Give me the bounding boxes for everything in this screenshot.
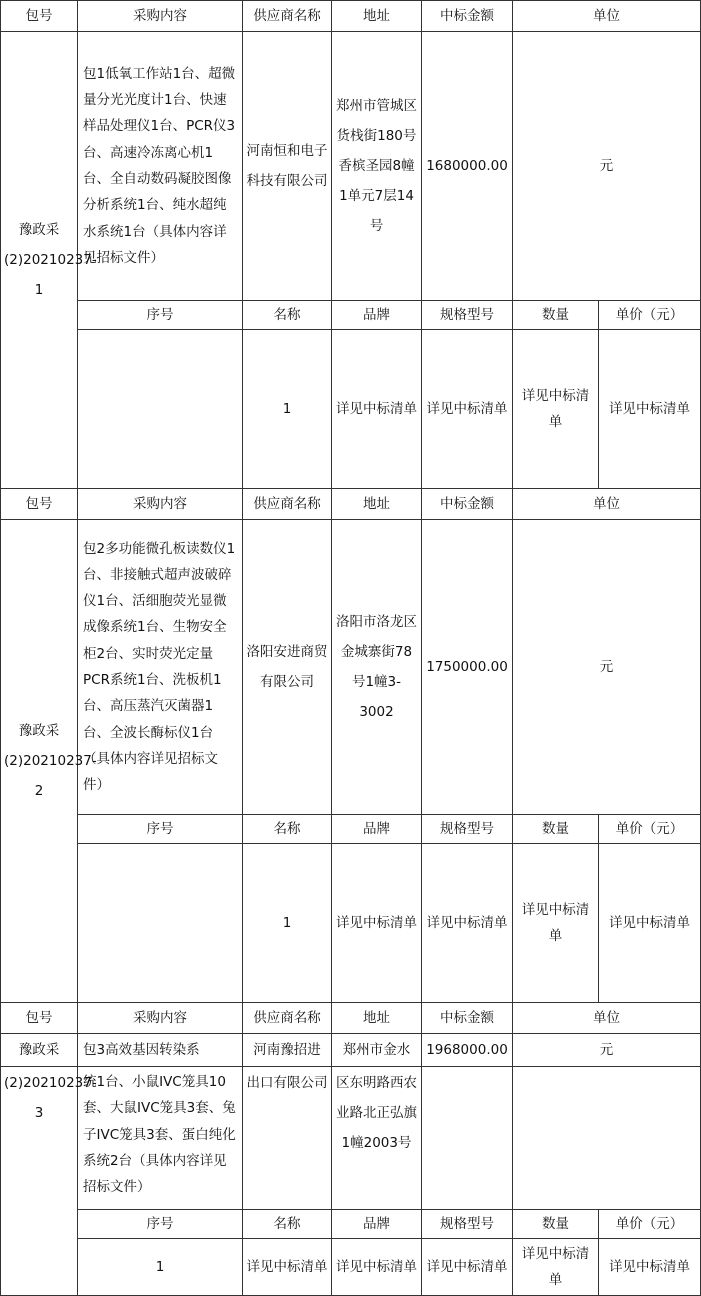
package-row: [1, 520, 701, 815]
package-unit: 元: [513, 1034, 701, 1067]
sub-header-row: [1, 301, 701, 330]
sub-header-name: 名称: [243, 815, 332, 844]
package-content: 包1低氧工作站1台、超微量分光光度计1台、快速样品处理仪1台、PCR仪3台、高速冷冻离心机1台、全自动数码凝胶图像分析系统1台、纯水超纯水系统1台（具体内容详见招标文件）: [78, 32, 243, 301]
item-row: [1, 844, 701, 1003]
header-address: 地址: [332, 1003, 422, 1034]
item-spec: 详见中标清单: [513, 844, 599, 1003]
header-amount: 中标金额: [422, 1003, 513, 1034]
item-qty: 详见中标清单: [599, 330, 701, 489]
item-brand: 详见中标清单: [332, 1239, 422, 1296]
sub-header-price: 单价（元）: [599, 301, 701, 330]
item-seq: 1: [78, 1239, 243, 1296]
header-amount: 中标金额: [422, 1, 513, 32]
sub-header-seq: 序号: [78, 815, 243, 844]
item-name: 详见中标清单: [243, 1239, 332, 1296]
package-amount: 1968000.00: [422, 1034, 513, 1067]
header-supplier: 供应商名称: [243, 1003, 332, 1034]
item-name: 详见中标清单: [332, 844, 422, 1003]
package-number: 豫政采(2)20210237-2: [1, 520, 78, 1003]
sub-header-qty: 数量: [513, 815, 599, 844]
item-qty: 详见中标清单: [513, 1239, 599, 1296]
package-address: 洛阳市洛龙区金城寨街78号1幢3-3002: [332, 520, 422, 815]
item-seq: 1: [243, 330, 332, 489]
package-address-line1: 郑州市金水: [332, 1034, 422, 1067]
sub-header-name: 名称: [243, 301, 332, 330]
item-spec: 详见中标清单: [513, 330, 599, 489]
item-spec: 详见中标清单: [422, 1239, 513, 1296]
package-supplier: 河南恒和电子科技有限公司: [243, 32, 332, 301]
package-unit: 元: [513, 520, 701, 815]
header-address: 地址: [332, 489, 422, 520]
item-row: [1, 1239, 701, 1296]
sub-header-row: [1, 1210, 701, 1239]
header-content: 采购内容: [78, 1003, 243, 1034]
package-number-line1: 豫政采: [1, 1034, 78, 1067]
header-pkg: 包号: [1, 1003, 78, 1034]
sub-header-qty: 数量: [513, 301, 599, 330]
package-number-line2: (2)20210237-3: [1, 1067, 78, 1296]
item-brand: 详见中标清单: [422, 330, 513, 489]
sub-header-price: 单价（元）: [599, 1210, 701, 1239]
package-content-rest: 统1台、小鼠IVC笼具10套、大鼠IVC笼具3套、兔子IVC笼具3套、蛋白纯化系统2台（具体内容详见招标文件）: [78, 1067, 243, 1210]
item-row: [1, 330, 701, 489]
header-row: [1, 1003, 701, 1034]
sub-header-seq: 序号: [78, 1210, 243, 1239]
header-supplier: 供应商名称: [243, 1, 332, 32]
item-price: 详见中标清单: [599, 1239, 701, 1296]
package-supplier-line1: 河南豫招进: [243, 1034, 332, 1067]
package-unit: 元: [513, 32, 701, 301]
item-brand: 详见中标清单: [422, 844, 513, 1003]
package-number: 豫政采(2)20210237-1: [1, 32, 78, 489]
item-qty: 详见中标清单: [599, 844, 701, 1003]
sub-header-qty: 数量: [513, 1210, 599, 1239]
package-row: [1, 32, 701, 301]
package-content: 包2多功能微孔板读数仪1台、非接触式超声波破碎仪1台、活细胞荧光显微成像系统1台、生物安全柜2台、实时荧光定量PCR系统1台、洗板机1台、高压蒸汽灭菌器1台、全波长酶标仪1台（具体内容详见招标文件）: [78, 520, 243, 815]
sub-header-spec: 规格型号: [422, 815, 513, 844]
header-unit: 单位: [513, 489, 701, 520]
package-row-continued: [1, 1067, 701, 1210]
item-name: 详见中标清单: [332, 330, 422, 489]
package-unit-empty: [513, 1067, 701, 1210]
sub-header-row: [1, 815, 701, 844]
sub-header-brand: 品牌: [332, 815, 422, 844]
package-address: 郑州市管城区货栈街180号香槟圣园8幢1单元7层14号: [332, 32, 422, 301]
header-row: [1, 489, 701, 520]
sub-header-spec: 规格型号: [422, 301, 513, 330]
package-supplier-rest: 出口有限公司: [243, 1067, 332, 1210]
item-blank: [78, 844, 243, 1003]
package-address-rest: 区东明路西农业路北正弘旗1幢2003号: [332, 1067, 422, 1210]
package-content-line1: 包3高效基因转染系: [78, 1034, 243, 1067]
header-unit: 单位: [513, 1003, 701, 1034]
header-address: 地址: [332, 1, 422, 32]
item-blank: [78, 330, 243, 489]
package-row-first-line: [1, 1034, 701, 1067]
package-amount: 1680000.00: [422, 32, 513, 301]
sub-header-brand: 品牌: [332, 1210, 422, 1239]
package-amount: 1750000.00: [422, 520, 513, 815]
header-content: 采购内容: [78, 489, 243, 520]
header-pkg: 包号: [1, 489, 78, 520]
header-amount: 中标金额: [422, 489, 513, 520]
header-row: [1, 1, 701, 32]
sub-header-price: 单价（元）: [599, 815, 701, 844]
package-supplier: 洛阳安进商贸有限公司: [243, 520, 332, 815]
sub-header-spec: 规格型号: [422, 1210, 513, 1239]
header-unit: 单位: [513, 1, 701, 32]
package-amount-empty: [422, 1067, 513, 1210]
sub-header-seq: 序号: [78, 301, 243, 330]
header-content: 采购内容: [78, 1, 243, 32]
sub-header-name: 名称: [243, 1210, 332, 1239]
item-seq: 1: [243, 844, 332, 1003]
header-pkg: 包号: [1, 1, 78, 32]
sub-header-brand: 品牌: [332, 301, 422, 330]
header-supplier: 供应商名称: [243, 489, 332, 520]
